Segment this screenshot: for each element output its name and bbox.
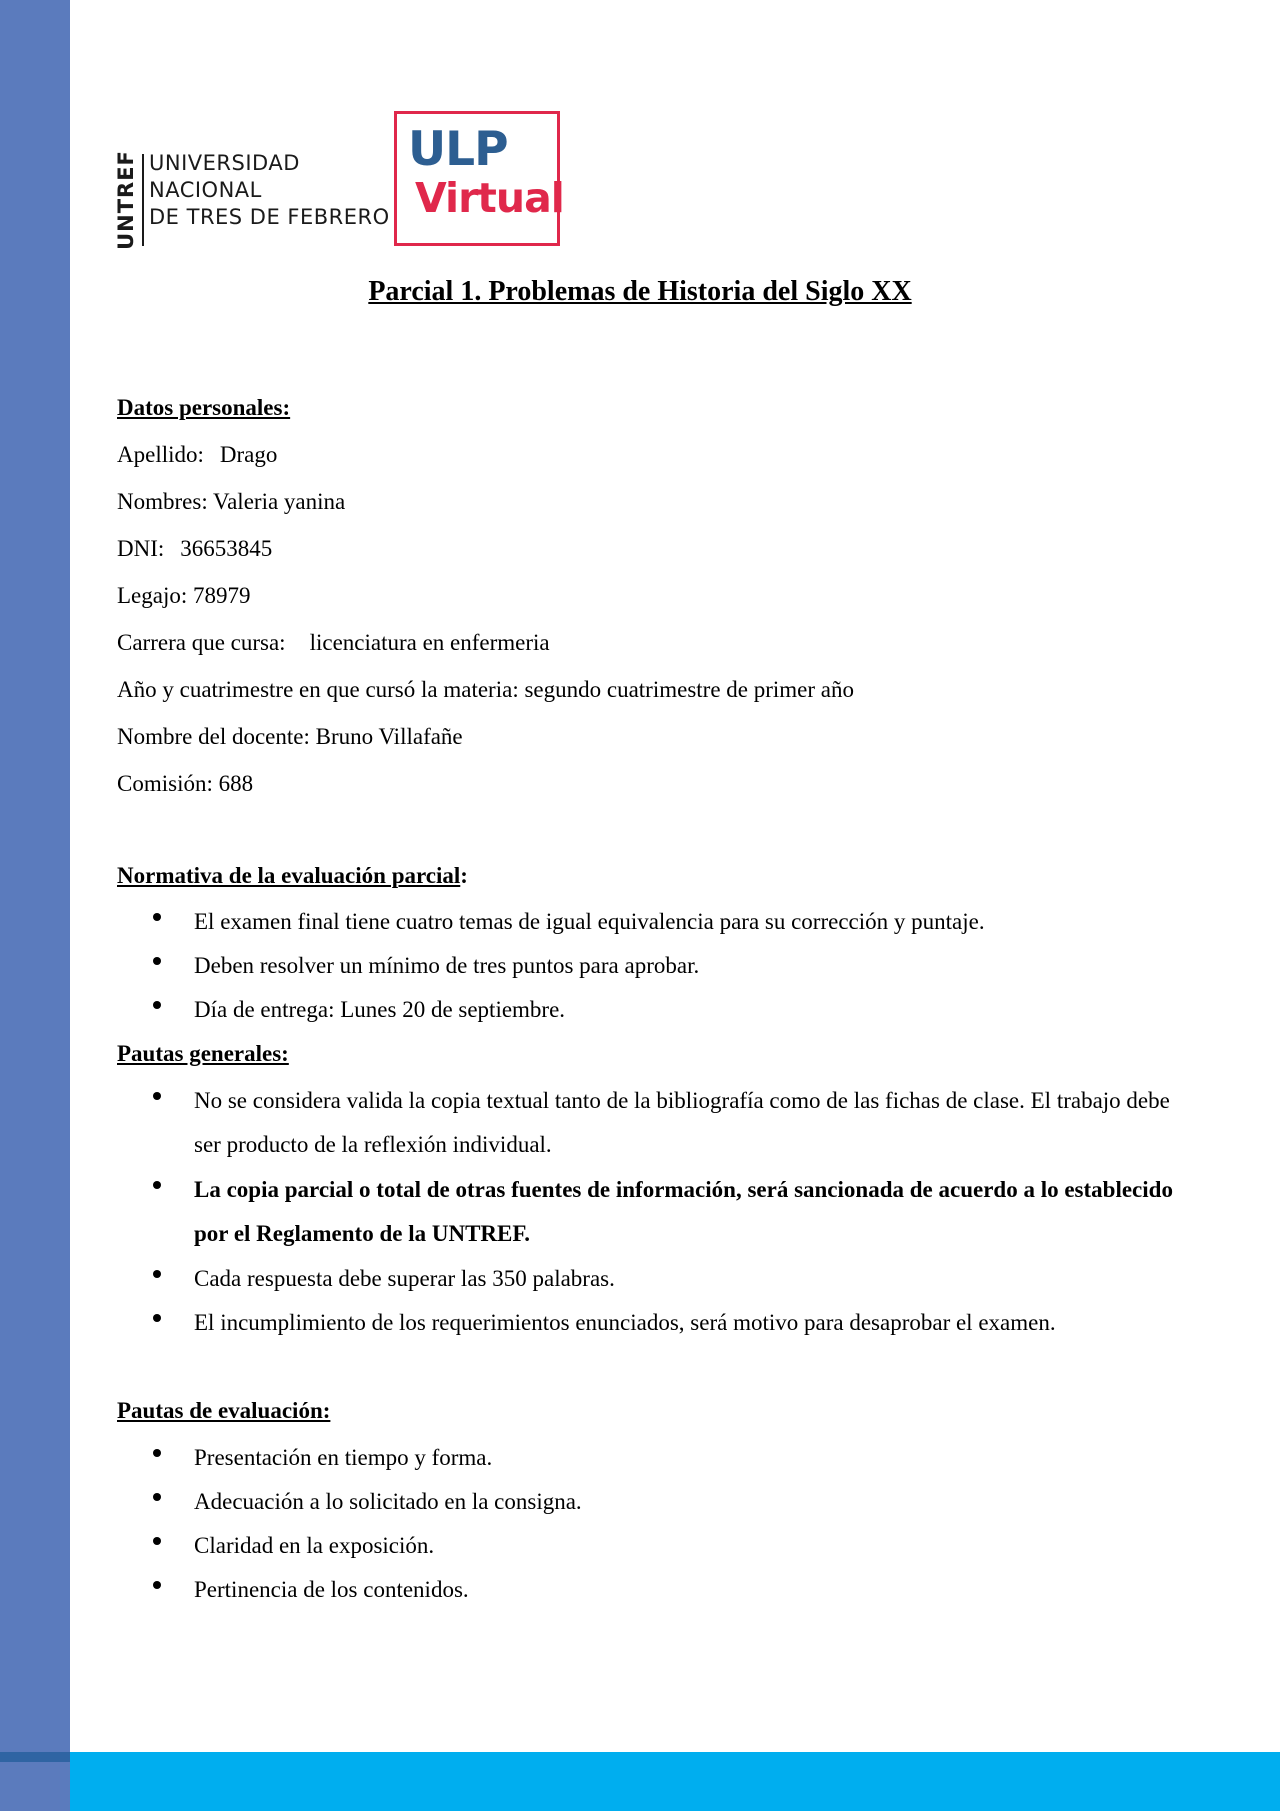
normativa-heading: Normativa de la evaluación parcial <box>117 863 461 888</box>
normativa-heading-colon: : <box>460 863 468 888</box>
list-item-text: Adecuación a lo solicitado en la consigna. <box>194 1489 582 1514</box>
dni-value: 36653845 <box>180 536 273 561</box>
bullet-icon <box>153 1092 161 1100</box>
bullet-icon <box>153 913 161 921</box>
ulp-logo-top: ULP <box>408 122 508 177</box>
untref-line-3: DE TRES DE FEBRERO <box>149 205 390 229</box>
docente-field: Nombre del docente: Bruno Villafañe <box>117 724 463 749</box>
list-item-text: Deben resolver un mínimo de tres puntos para aprobar. <box>194 953 700 978</box>
list-item-text: La copia parcial o total de otras fuentes de información, será sancionada de acuerdo a lo establecido por el Reglamento de la UNTREF. <box>194 1177 1173 1246</box>
untref-vertical-text: UNTREF <box>114 150 138 250</box>
left-margin-bar <box>0 0 70 1811</box>
pautas-evaluacion-heading: Pautas de evaluación: <box>117 1398 331 1423</box>
bullet-icon <box>153 957 161 965</box>
list-item-text: El incumplimiento de los requerimientos enunciados, será motivo para desaprobar el examen. <box>194 1310 1056 1335</box>
untref-logo <box>115 150 390 250</box>
list-item-text: Presentación en tiempo y forma. <box>194 1445 493 1470</box>
carrera-label: Carrera que cursa: <box>117 630 286 655</box>
left-bar-accent <box>0 1752 70 1762</box>
ulp-logo-bottom: Virtual <box>415 174 564 222</box>
untref-line-1: UNIVERSIDAD <box>149 151 300 175</box>
comision-field: Comisión: 688 <box>117 771 254 796</box>
legajo-field: Legajo: 78979 <box>117 583 251 608</box>
carrera-value: licenciatura en enfermeria <box>309 630 550 655</box>
bullet-icon <box>153 1181 161 1189</box>
bullet-icon <box>153 1001 161 1009</box>
normativa-heading-line <box>117 863 468 889</box>
dni-field <box>117 536 272 562</box>
list-item-text: Cada respuesta debe superar las 350 palabras. <box>194 1266 615 1291</box>
apellido-field <box>117 442 277 468</box>
bullet-icon <box>153 1270 161 1278</box>
untref-wordmark <box>149 150 390 231</box>
list-item-text: El examen final tiene cuatro temas de igual equivalencia para su corrección y puntaje. <box>194 909 985 934</box>
footer-bar <box>70 1752 1280 1811</box>
pautas-generales-heading: Pautas generales: <box>117 1041 289 1066</box>
bullet-icon <box>153 1449 161 1457</box>
anio-field: Año y cuatrimestre en que cursó la materia: segundo cuatrimestre de primer año <box>117 677 854 702</box>
apellido-value: Drago <box>219 442 278 467</box>
bullet-icon <box>153 1493 161 1501</box>
dni-label: DNI: <box>117 536 165 561</box>
list-item-text: No se considera valida la copia textual tanto de la bibliografía como de las fichas de clase. El trabajo debe ser producto de la reflexión individual. <box>194 1088 1170 1157</box>
datos-heading: Datos personales: <box>117 395 291 420</box>
list-item-text: Día de entrega: Lunes 20 de septiembre. <box>194 997 566 1022</box>
list-item-text: Pertinencia de los contenidos. <box>194 1577 469 1602</box>
bullet-icon <box>153 1581 161 1589</box>
list-item-text: Claridad en la exposición. <box>194 1533 435 1558</box>
bullet-icon <box>153 1537 161 1545</box>
untref-logo-divider <box>142 154 144 246</box>
untref-line-2: NACIONAL <box>149 178 262 202</box>
ulp-virtual-logo <box>394 111 564 246</box>
carrera-field <box>117 630 550 656</box>
bullet-icon <box>153 1314 161 1322</box>
nombres-field: Nombres: Valeria yanina <box>117 489 346 514</box>
apellido-label: Apellido: <box>117 442 204 467</box>
page-title: Parcial 1. Problemas de Historia del Siglo XX <box>368 276 912 307</box>
